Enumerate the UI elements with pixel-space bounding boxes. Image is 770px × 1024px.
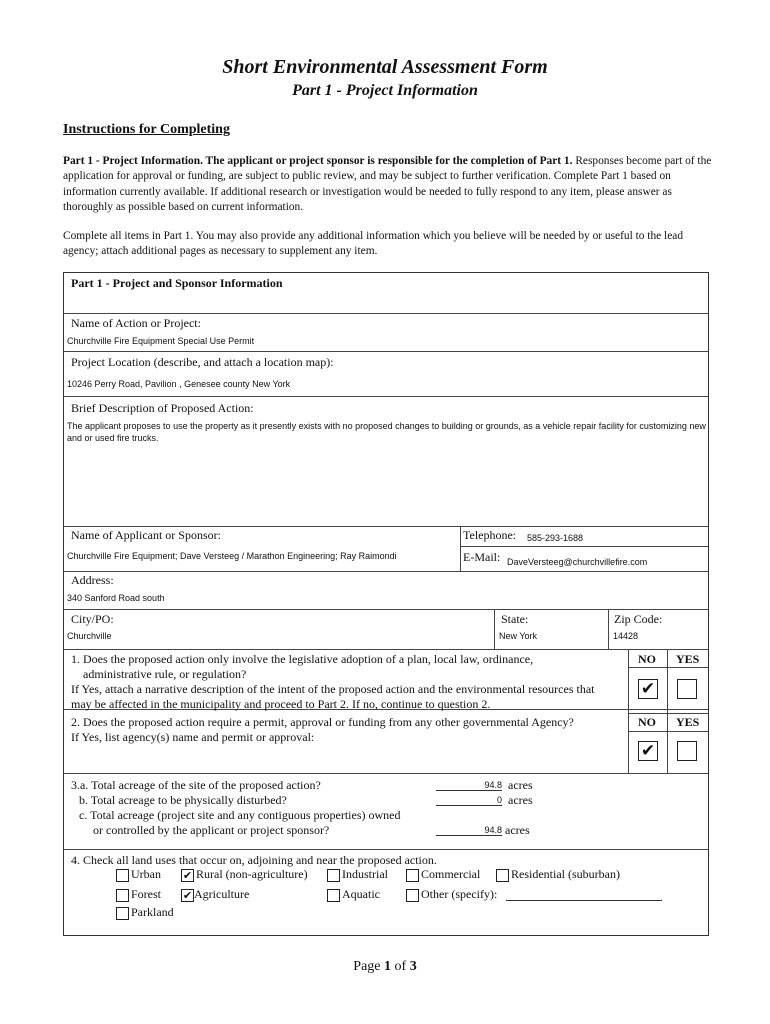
land-use-rural-label: Rural (non-agriculture) [196, 867, 308, 881]
land-use-parkland-label: Parkland [131, 905, 174, 919]
land-use-urban-checkbox[interactable] [116, 869, 129, 882]
land-use-residential-checkbox[interactable] [496, 869, 509, 882]
section-title: Part 1 - Project and Sponsor Information [71, 276, 283, 290]
form-title: Short Environmental Assessment Form [222, 56, 548, 78]
state-field[interactable]: New York [499, 631, 538, 641]
land-use-agriculture-label: Agriculture [194, 887, 250, 901]
question-2-line-2: If Yes, list agency(s) name and permit or approval: [71, 730, 315, 744]
land-use-commercial-checkbox[interactable] [406, 869, 419, 882]
question-1-line-1: 1. Does the proposed action only involve the legislative adoption of a plan, local law, ordinance, [71, 652, 534, 666]
zip-field[interactable]: 14428 [613, 631, 639, 641]
land-use-forest-checkbox[interactable] [116, 889, 129, 902]
instructions-paragraph-1 [63, 154, 713, 216]
instructions-heading: Instructions for Completing [63, 122, 230, 137]
question-3a-acreage-field[interactable]: 94.8 [436, 780, 502, 791]
location-field[interactable]: 10246 Perry Road, Pavilion , Genesee county New York [67, 379, 291, 389]
question-1-no-label: NO [638, 652, 656, 666]
land-use-rural-checkbox[interactable]: ✔ [182, 869, 193, 882]
question-2-line-1: 2. Does the proposed action require a permit, approval or funding from any other governmental Agency? [71, 715, 574, 729]
question-1-yes-label: YES [676, 652, 700, 666]
land-use-aquatic-label: Aquatic [342, 887, 380, 901]
form-box [63, 272, 709, 936]
state-label: State: [501, 612, 529, 626]
city-field[interactable]: Churchville [67, 631, 112, 641]
description-label: Brief Description of Proposed Action: [71, 401, 254, 415]
city-label: City/PO: [71, 612, 114, 626]
land-use-other-checkbox[interactable] [406, 889, 419, 902]
instructions-paragraph-1-rest: Responses become part of the application for approval or funding, are subject to public review, and may be subject to further verification. Complete Part 1 based on information currently available. If additional research or investigation would be needed to fully respond to any item, please answer as thoroughly as possible based on current information. [63, 155, 712, 214]
page-prefix: Page [353, 959, 385, 974]
location-label: Project Location (describe, and attach a location map): [71, 355, 334, 369]
question-3b: b. Total acreage to be physically disturbed? [79, 793, 287, 807]
applicant-label: Name of Applicant or Sponsor: [71, 528, 221, 542]
instructions-paragraph-1-bold: Part 1 - Project Information. The applicant or project sponsor is responsible for the completion of Part 1. [63, 155, 573, 167]
land-use-other-label: Other (specify): [421, 887, 498, 901]
question-3c-acreage-field[interactable]: 94.8 [436, 825, 502, 836]
applicant-field[interactable]: Churchville Fire Equipment; Dave Versteeg / Marathon Engineering; Ray Raimondi [67, 551, 397, 561]
instructions-paragraph-2: Complete all items in Part 1. You may also provide any additional information which you believe will be needed by or useful to the lead agency; attach additional pages as necessary to supplement any item. [63, 230, 684, 258]
land-use-agriculture-checkbox[interactable]: ✔ [182, 889, 193, 902]
question-1-no-checkbox[interactable]: ✔ [638, 679, 658, 699]
question-2-no-label: NO [638, 715, 656, 729]
land-use-residential-label: Residential (suburban) [511, 867, 620, 881]
action-label: Name of Action or Project: [71, 316, 201, 330]
page-total: 3 [409, 959, 417, 974]
land-use-parkland-checkbox[interactable] [116, 907, 129, 920]
land-use-urban-label: Urban [131, 867, 161, 881]
question-3c-line-1: c. Total acreage (project site and any contiguous properties) owned [79, 808, 401, 822]
email-label: E-Mail: [463, 550, 501, 564]
question-2-yes-label: YES [676, 715, 700, 729]
land-use-industrial-label: Industrial [342, 867, 388, 881]
page-current: 1 [384, 959, 392, 974]
form-subtitle: Part 1 - Project Information [292, 82, 478, 99]
question-2-no-checkbox[interactable]: ✔ [638, 741, 658, 761]
land-use-aquatic-checkbox[interactable] [327, 889, 340, 902]
question-2-yes-checkbox[interactable] [677, 741, 697, 761]
action-field[interactable]: Churchville Fire Equipment Special Use Permit [67, 336, 255, 346]
question-3b-acres-unit: acres [508, 793, 533, 807]
question-3a-acres-unit: acres [508, 778, 533, 792]
page-of: of [391, 959, 410, 974]
question-1-yes-checkbox[interactable] [677, 679, 697, 699]
telephone-field[interactable]: 585-293-1688 [527, 533, 584, 543]
zip-label: Zip Code: [614, 612, 663, 626]
question-1-line-2: administrative rule, or regulation? [83, 667, 247, 681]
question-1-line-4: may be affected in the municipality and proceed to Part 2. If no, continue to question 2. [71, 697, 491, 711]
question-3b-acreage-field[interactable]: 0 [436, 795, 502, 806]
page-number [0, 959, 770, 975]
question-3a: 3.a. Total acreage of the site of the proposed action? [71, 778, 321, 792]
description-field[interactable]: The applicant proposes to use the property as it presently exists with no proposed changes to building or grounds, as a vehicle repair facility for customizing new and or used fire trucks. [67, 421, 706, 443]
question-3c-acres-unit: acres [505, 823, 530, 837]
question-1-line-3: If Yes, attach a narrative description of the intent of the proposed action and the environmental resources that [71, 682, 595, 696]
address-label: Address: [71, 573, 114, 587]
question-4: 4. Check all land uses that occur on, adjoining and near the proposed action. [71, 853, 437, 867]
question-3c-line-2: or controlled by the applicant or project sponsor? [93, 823, 330, 837]
telephone-label: Telephone: [463, 528, 517, 542]
land-use-other-specify-field[interactable] [506, 900, 662, 901]
email-field[interactable]: DaveVersteeg@churchvillefire.com [507, 557, 648, 567]
address-field[interactable]: 340 Sanford Road south [67, 593, 165, 603]
land-use-forest-label: Forest [131, 887, 161, 901]
land-use-industrial-checkbox[interactable] [327, 869, 340, 882]
land-use-commercial-label: Commercial [421, 867, 481, 881]
